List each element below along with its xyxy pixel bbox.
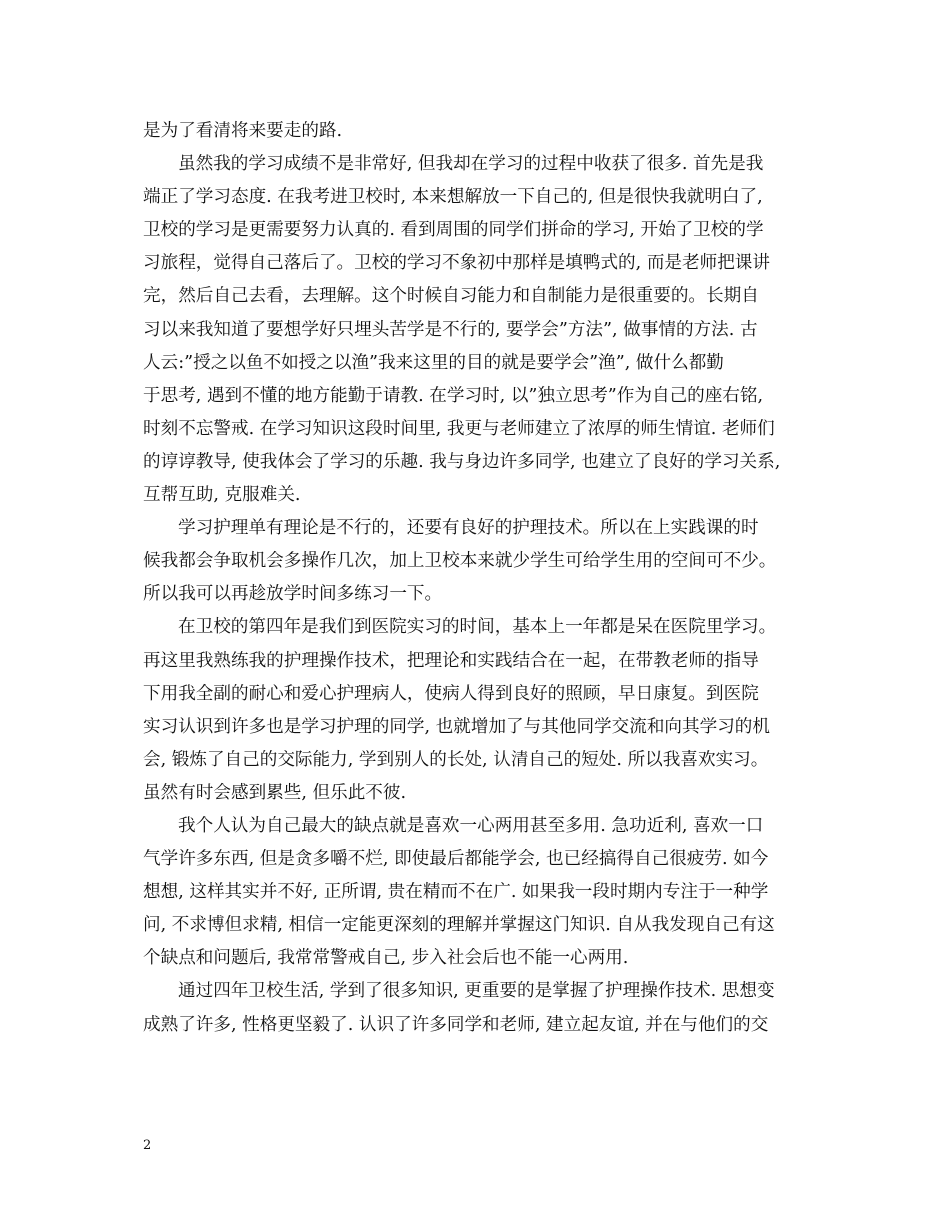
text-line: 是为了看清将来要走的路.: [143, 121, 343, 141]
text-line: 再这里我熟练我的护理操作技术，把理论和实践结合在一起，在带教老师的指导: [143, 650, 759, 671]
text-line: 互帮互助, 克服难关.: [143, 485, 301, 506]
text-line: 人云:”授之以鱼不如授之以渔”我来这里的目的就是要学会”渔”, 做什么都勤: [143, 352, 724, 373]
text-line: 学习护理单有理论是不行的，还要有良好的护理技术。所以在上实践课的时: [178, 518, 759, 539]
text-line: 想想, 这样其实并不好, 正所谓, 贵在精而不在广. 如果我一段时期内专注于一种学: [143, 882, 769, 903]
text-line: 卫校的学习是更需要努力认真的. 看到周围的同学们拼命的学习, 开始了卫校的学: [143, 220, 764, 241]
text-line: 通过四年卫校生活, 学到了很多知识, 更重要的是掌握了护理操作技术. 思想变: [178, 981, 775, 1002]
text-line: 候我都会争取机会多操作几次，加上卫校本来就少学生可给学生用的空间可不少。: [143, 551, 777, 572]
text-line: 虽然我的学习成绩不是非常好, 但我却在学习的过程中收获了很多. 首先是我: [178, 154, 764, 175]
text-line: 个缺点和问题后, 我常常警戒自己, 步入社会后也不能一心两用.: [143, 948, 629, 969]
text-line: 下用我全副的耐心和爱心护理病人，使病人得到良好的照顾，早日康复。到医院: [143, 683, 759, 704]
text-line: 问, 不求博但求精, 相信一定能更深刻的理解并掌握这门知识. 自从我发现自己有这: [143, 915, 775, 936]
text-line: 成熟了许多, 性格更坚毅了. 认识了许多同学和老师, 建立起友谊, 并在与他们的交: [143, 1014, 769, 1035]
text-line: 会, 锻炼了自己的交际能力, 学到别人的长处, 认清自己的短处. 所以我喜欢实习。: [143, 749, 769, 770]
text-line: 气学许多东西, 但是贪多嚼不烂, 即使最后都能学会, 也已经搞得自己很疲劳. 如今: [143, 849, 769, 870]
body-text: [143, 115, 808, 1042]
text-line: 的谆谆教导, 使我体会了学习的乐趣. 我与身边许多同学, 也建立了良好的学习关系,: [143, 451, 781, 472]
text-line: 在卫校的第四年是我们到医院实习的时间，基本上一年都是呆在医院里学习。: [178, 617, 777, 638]
text-line: 习以来我知道了要想学好只埋头苦学是不行的, 要学会”方法”, 做事情的方法. 古: [143, 319, 758, 340]
text-line: 所以我可以再趁放学时间多练习一下。: [143, 584, 443, 605]
text-line: 完，然后自己去看，去理解。这个时候自习能力和自制能力是很重要的。长期自: [143, 286, 759, 307]
text-line: 端正了学习态度. 在我考进卫校时, 本来想解放一下自己的, 但是很快我就明白了,: [143, 187, 763, 208]
text-line: 于思考, 遇到不懂的地方能勤于请教. 在学习时, 以”独立思考”作为自己的座右铭,: [143, 385, 764, 406]
text-line: 时刻不忘警戒. 在学习知识这段时间里, 我更与老师建立了浓厚的师生情谊. 老师们: [143, 418, 775, 439]
page-number: 2: [143, 1138, 152, 1153]
text-line: 虽然有时会感到累些, 但乐此不彼.: [143, 782, 407, 803]
text-line: 习旅程，觉得自己落后了。卫校的学习不象初中那样是填鸭式的, 而是老师把课讲: [143, 253, 770, 274]
text-line: 我个人认为自己最大的缺点就是喜欢一心两用甚至多用. 急功近利, 喜欢一口: [178, 815, 764, 836]
text-line: 实习认识到许多也是学习护理的同学, 也就增加了与其他同学交流和向其学习的机: [143, 716, 770, 737]
